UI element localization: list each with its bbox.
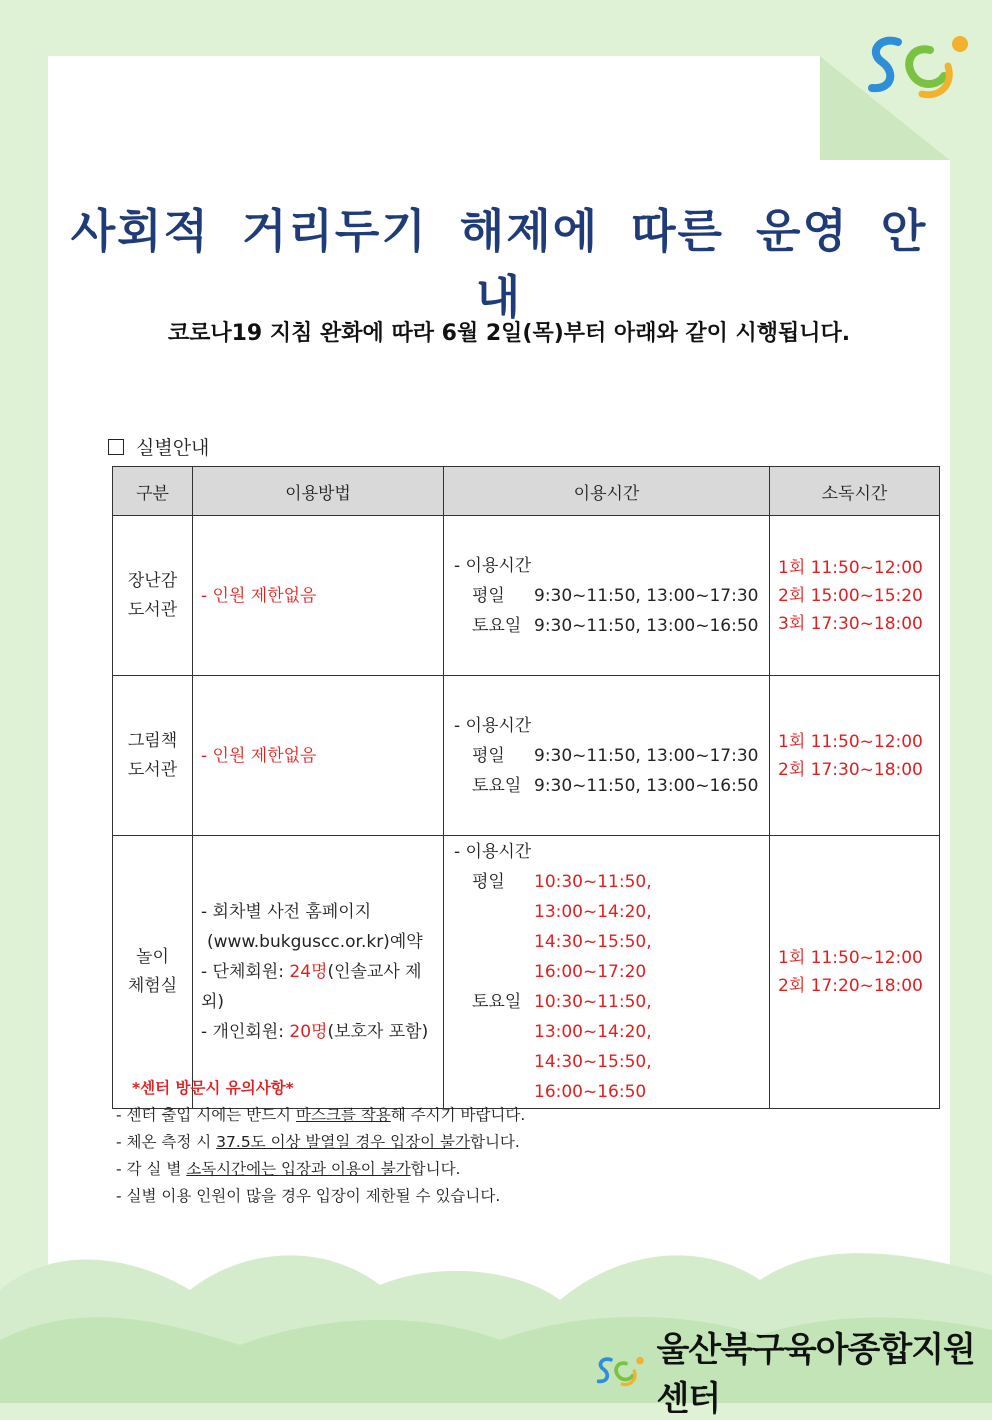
row-disinfect: 1회 11:50~12:00 2회 17:20~18:00 (770, 836, 940, 1109)
brand-logo-icon (594, 1346, 648, 1396)
row-method: - 인원 제한없음 (193, 676, 444, 836)
table-row (113, 516, 940, 676)
table-header-row (113, 467, 940, 516)
row-category: 그림책 도서관 (113, 676, 193, 836)
row-disinfect: 1회 11:50~12:00 2회 17:30~18:00 (770, 676, 940, 836)
row-hours: - 이용시간 평일 9:30~11:50, 13:00~17:30 토요일 9:30~11:50, 13:00~16:50 (444, 676, 770, 836)
header-method: 이용방법 (193, 467, 444, 516)
row-category: 놀이 체험실 (113, 836, 193, 1109)
row-hours: - 이용시간 평일 10:30~11:50, 13:00~14:20, 14:30~15:50, 16:00~17:20 토요일 10:30~11:50, 13:00~14:20, 14:30~15:50, 16:00~16:50 (444, 836, 770, 1109)
page-title: 사회적 거리두기 해제에 따른 운영 안내 (70, 204, 928, 324)
note-line: - 각 실 별 소독시간에는 입장과 이용이 불가합니다. (116, 1160, 461, 1178)
header-category: 구분 (113, 467, 193, 516)
note-line: - 실별 이용 인원이 많을 경우 입장이 제한될 수 있습니다. (116, 1187, 501, 1205)
row-method: - 회차별 사전 홈페이지 (www.bukguscc.or.kr)예약 - 단체회원: 24명(인솔교사 제외) - 개인회원: 20명(보호자 포함) (193, 836, 444, 1109)
room-guide-table (112, 466, 940, 1109)
notes-heading: *센터 방문시 유의사항* (132, 1079, 294, 1097)
section-label (108, 433, 209, 460)
visit-notes (116, 1075, 525, 1210)
row-category: 장난감 도서관 (113, 516, 193, 676)
row-disinfect: 1회 11:50~12:00 2회 15:00~15:20 3회 17:30~18:00 (770, 516, 940, 676)
page-subtitle: 코로나19 지침 완화에 따라 6월 2일(목)부터 아래와 같이 시행됩니다. (167, 321, 851, 346)
note-line: - 체온 측정 시 37.5도 이상 발열일 경우 입장이 불가합니다. (116, 1133, 520, 1151)
table-row (113, 676, 940, 836)
table-row (113, 836, 940, 1109)
center-logo-icon (862, 30, 978, 102)
header-disinfect: 소독시간 (770, 467, 940, 516)
header-hours: 이용시간 (444, 467, 770, 516)
brand-name: 울산북구육아종합지원센터 (656, 1330, 975, 1419)
checkbox-square-icon (108, 439, 124, 455)
row-hours: - 이용시간 평일 9:30~11:50, 13:00~17:30 토요일 9:30~11:50, 13:00~16:50 (444, 516, 770, 676)
row-method: - 인원 제한없음 (193, 516, 444, 676)
note-line: - 센터 출입 시에는 반드시 마스크를 착용해 주시기 바랍니다. (116, 1106, 526, 1124)
brand-footer (594, 1322, 992, 1420)
section-label-text: 실별안내 (136, 437, 210, 459)
